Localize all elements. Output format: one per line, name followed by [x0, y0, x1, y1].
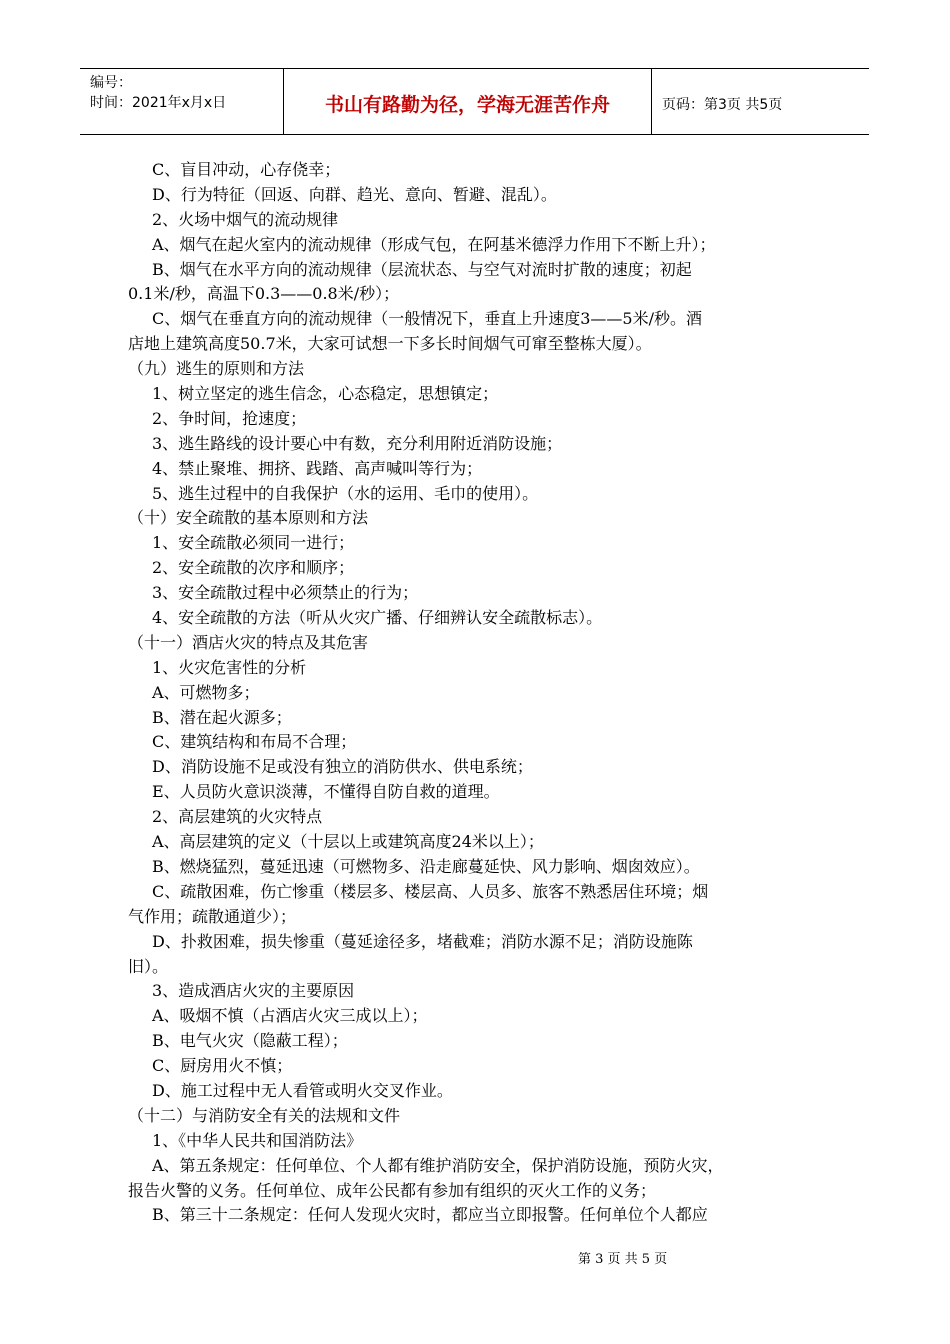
page-header [80, 68, 869, 135]
text-line: 1、树立坚定的逃生信念，心态稳定，思想镇定； [152, 384, 499, 404]
text-line: A、吸烟不慎（占酒店火灾三成以上）； [152, 1006, 428, 1026]
text-line: 4、安全疏散的方法（听从火灾广播、仔细辨认安全疏散标志）。 [152, 608, 603, 628]
text-line: C、厨房用火不慎； [152, 1056, 293, 1076]
text-line: C、建筑结构和布局不合理； [152, 732, 357, 752]
text-line: B、燃烧猛烈，蔓延迅速（可燃物多、沿走廊蔓延快、风力影响、烟囱效应）。 [152, 856, 700, 876]
text-line: 1、火灾危害性的分析 [152, 657, 307, 677]
text-line: 2、争时间，抢速度； [152, 408, 307, 428]
text-line: 1、安全疏散必须同一进行； [152, 533, 355, 553]
text-line: 旧）。 [128, 956, 169, 976]
text-line: A、高层建筑的定义（十层以上或建筑高度24米以上）； [152, 832, 544, 852]
text-line: （十）安全疏散的基本原则和方法 [128, 508, 369, 528]
header-meta [80, 69, 284, 134]
document-time-label: 时间：2021年x月x日 [90, 95, 227, 111]
text-line: D、消防设施不足或没有独立的消防供水、供电系统； [152, 757, 533, 777]
text-line: 报告火警的义务。任何单位、成年公民都有参加有组织的灭火工作的义务； [128, 1180, 657, 1200]
text-line: 0.1米/秒，高温下0.3——0.8米/秒）； [128, 284, 400, 304]
text-line: 3、安全疏散过程中必须禁止的行为； [152, 583, 419, 603]
text-line: A、可燃物多； [152, 682, 260, 702]
text-line: （十二）与消防安全有关的法规和文件 [128, 1105, 401, 1125]
text-line: E、人员防火意识淡薄，不懂得自防自救的道理。 [152, 782, 500, 802]
text-line: D、施工过程中无人看管或明火交叉作业。 [152, 1080, 453, 1100]
text-line: C、盲目冲动，心存侥幸； [152, 160, 341, 179]
text-line: 3、逃生路线的设计要心中有数，充分利用附近消防设施； [152, 433, 563, 453]
text-line: 5、逃生过程中的自我保护（水的运用、毛巾的使用）。 [152, 483, 539, 503]
header-page-info: 页码：第3页 共5页 [662, 96, 783, 113]
text-line: 2、火场中烟气的流动规律 [152, 209, 339, 229]
text-line: A、第五条规定：任何单位、个人都有维护消防安全，保护消防设施，预防火灾， [152, 1155, 724, 1175]
text-line: C、疏散困难，伤亡惨重（楼层多、楼层高、人员多、旅客不熟悉居住环境；烟 [152, 881, 709, 901]
header-motto: 书山有路勤为径，学海无涯苦作舟 [284, 69, 652, 134]
page-footer: 第 3 页 共 5 页 [578, 1252, 668, 1267]
text-line: 店地上建筑高度50.7米，大家可试想一下多长时间烟气可窜至整栋大厦）。 [128, 334, 652, 354]
document-number-label: 编号： [90, 75, 132, 91]
text-line: B、潜在起火源多； [152, 707, 292, 727]
text-line: D、扑救困难，损失惨重（蔓延途径多，堵截难；消防水源不足；消防设施陈 [152, 931, 693, 951]
text-line: （九）逃生的原则和方法 [128, 359, 305, 379]
text-line: 2、安全疏散的次序和顺序； [152, 558, 355, 578]
text-line: （十一）酒店火灾的特点及其危害 [128, 632, 369, 652]
text-line: 1、《中华人民共和国消防法》 [152, 1130, 363, 1150]
text-line: 气作用；疏散通道少）； [128, 906, 297, 926]
text-line: 3、造成酒店火灾的主要原因 [152, 981, 355, 1001]
text-line: C、烟气在垂直方向的流动规律（一般情况下，垂直上升速度3——5米/秒。酒 [152, 309, 702, 329]
document-body [128, 158, 838, 1228]
text-line: D、行为特征（回返、向群、趋光、意向、暂避、混乱）。 [152, 184, 557, 204]
text-line: 4、禁止聚堆、拥挤、践踏、高声喊叫等行为； [152, 458, 483, 478]
text-line: B、烟气在水平方向的流动规律（层流状态、与空气对流时扩散的速度；初起 [152, 259, 692, 279]
text-line: B、第三十二条规定：任何人发现火灾时，都应当立即报警。任何单位个人都应 [152, 1205, 708, 1225]
text-line: 2、高层建筑的火灾特点 [152, 807, 323, 827]
text-line: A、烟气在起火室内的流动规律（形成气包，在阿基米德浮力作用下不断上升）； [152, 234, 716, 254]
text-line: B、电气火灾（隐蔽工程）； [152, 1031, 348, 1051]
